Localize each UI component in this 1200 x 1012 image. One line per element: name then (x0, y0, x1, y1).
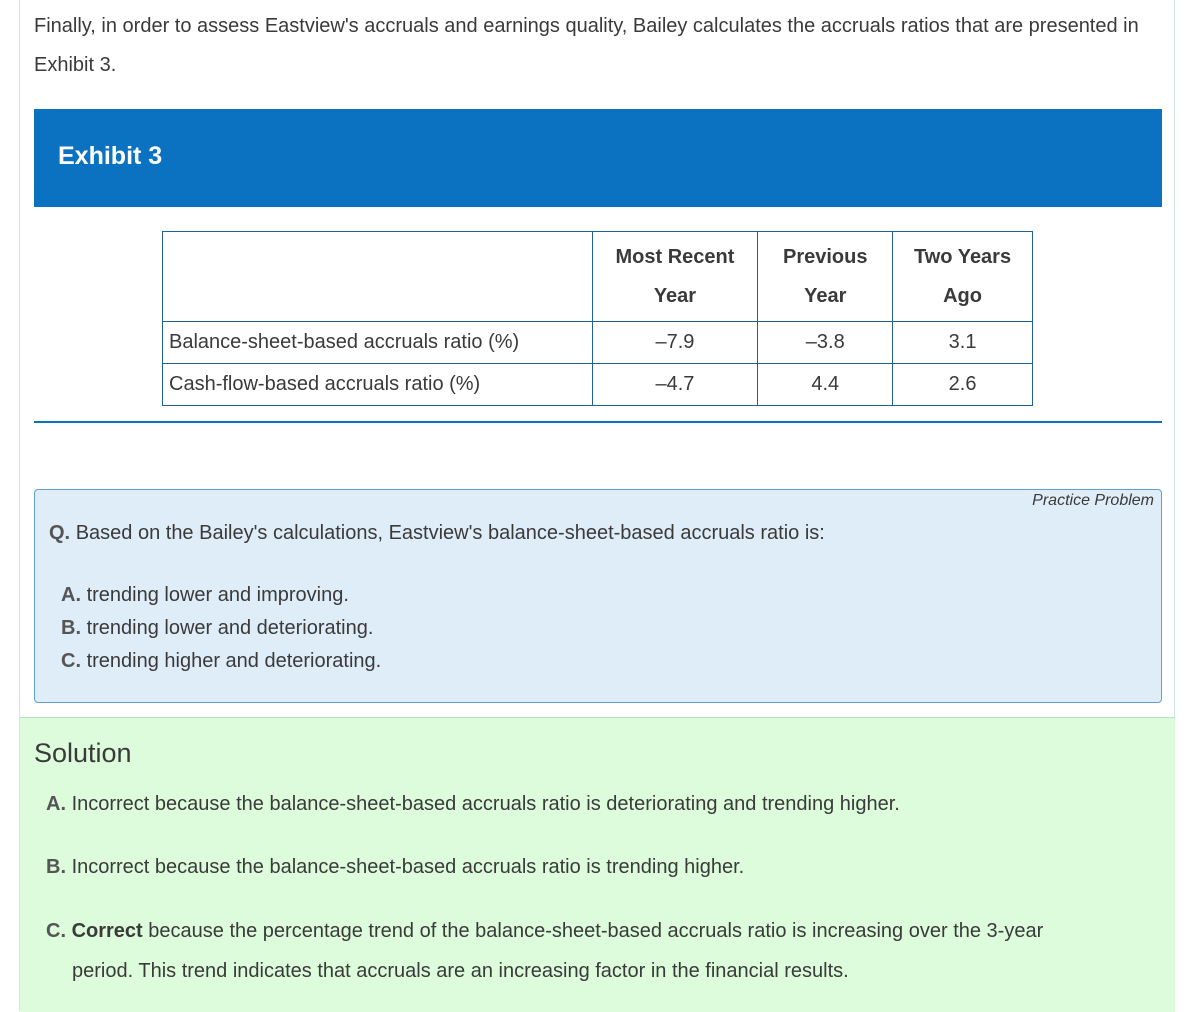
option-text: trending lower and deteriorating. (86, 617, 374, 639)
table-header-blank (163, 232, 593, 322)
solution-verdict: Correct (71, 920, 143, 942)
exhibit-title: Exhibit 3 (58, 142, 163, 170)
solution-text: because the percentage trend of the balance-sheet-based accruals ratio is increasing over the 3-year (148, 920, 1044, 942)
table-row (163, 322, 1033, 364)
table-cell: –3.8 (758, 322, 893, 364)
solution-text: Incorrect because the balance-sheet-based accruals ratio is deteriorating and trending higher. (71, 793, 900, 815)
solution-title: Solution (34, 738, 132, 768)
intro-paragraph: Finally, in order to assess Eastview's accruals and earnings quality, Bailey calculates the accruals ratios that are presented in Exhibit 3. (34, 15, 1139, 76)
solution-panel (20, 717, 1175, 1012)
table-cell: 4.4 (758, 364, 893, 406)
table-cell: 2.6 (893, 364, 1033, 406)
answer-options (61, 579, 381, 678)
option-c[interactable] (61, 645, 381, 678)
solution-item-a (46, 784, 1146, 824)
practice-problem-box (34, 489, 1162, 703)
exhibit-header (34, 109, 1162, 207)
question-prefix: Q. (49, 522, 71, 544)
header-most-recent-label: Most Recent Year (615, 245, 735, 307)
row-label: Cash-flow-based accruals ratio (%) (163, 364, 593, 406)
solution-item-c (46, 911, 1146, 991)
table-header-previous (758, 232, 893, 322)
solution-letter: C. (46, 920, 66, 942)
option-letter: B. (61, 617, 81, 639)
option-letter: C. (61, 650, 81, 672)
question-body: Based on the Bailey's calculations, Eastview's balance-sheet-based accruals ratio is: (75, 522, 825, 544)
exhibit-table (162, 231, 1033, 406)
question-text (49, 522, 825, 545)
table-header-most-recent (592, 232, 758, 322)
option-text: trending higher and deteriorating. (86, 650, 382, 672)
table-cell: –4.7 (592, 364, 758, 406)
practice-problem-tag: Practice Problem (1032, 492, 1154, 509)
table-header-two-years-ago (893, 232, 1033, 322)
table-header-row (163, 232, 1033, 322)
table-row (163, 364, 1033, 406)
solution-text-continued: period. This trend indicates that accruals are an increasing factor in the financial results. (72, 960, 849, 982)
solution-text: Incorrect because the balance-sheet-based accruals ratio is trending higher. (71, 856, 745, 878)
header-two-years-label: Two Years Ago (914, 245, 1012, 307)
table-cell: –7.9 (592, 322, 758, 364)
option-b[interactable] (61, 612, 381, 645)
exhibit-divider (34, 421, 1162, 423)
option-a[interactable] (61, 579, 381, 612)
header-previous-label: Previous Year (782, 245, 868, 307)
row-label: Balance-sheet-based accruals ratio (%) (163, 322, 593, 364)
option-letter: A. (61, 584, 81, 606)
solution-item-b (46, 847, 1146, 887)
solution-letter: A. (46, 793, 66, 815)
table-cell: 3.1 (893, 322, 1033, 364)
option-text: trending lower and improving. (86, 584, 349, 606)
solution-letter: B. (46, 856, 66, 878)
